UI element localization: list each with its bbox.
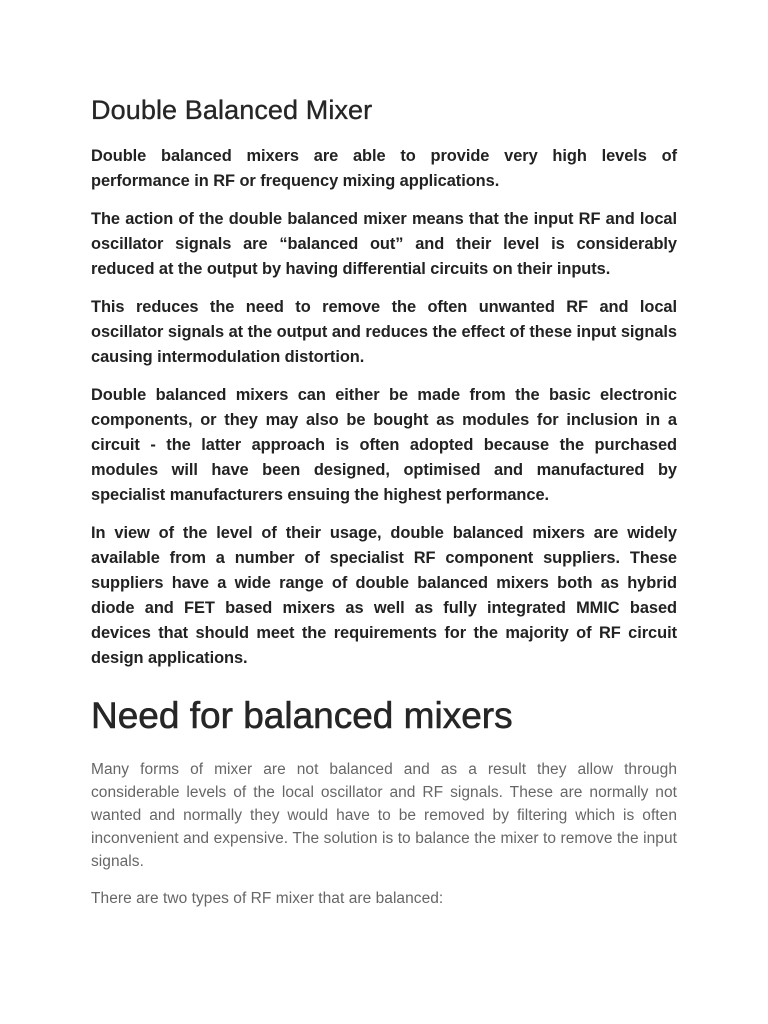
document-page	[91, 0, 677, 910]
paragraph-action: The action of the double balanced mixer means that the input RF and local oscillator signals are “balanced out” and their level is considerably reduced at the output by having differential circuits on their inputs.	[91, 210, 677, 278]
paragraph-modules: Double balanced mixers can either be made from the basic electronic components, or they may also be bought as modules for inclusion in a circuit - the latter approach is often adopted because the purchased modules will have been designed, optimised and manufactured by specialist manufacturers ensuing the highest performance.	[91, 386, 677, 504]
section-heading: Double Balanced Mixer	[91, 95, 373, 125]
paragraph-two-types: There are two types of RF mixer that are balanced:	[91, 890, 444, 907]
need-heading: Need for balanced mixers	[91, 695, 513, 736]
paragraph-availability: In view of the level of their usage, double balanced mixers are widely available from a number of specialist RF component suppliers. These suppliers have a wide range of double balanced mixers both as hybrid diode and FET based mixers as well as fully integrated MMIC based devices that should meet the requirements for the majority of RF circuit design applications.	[91, 524, 677, 667]
paragraph-reduces-need: This reduces the need to remove the often unwanted RF and local oscillator signals at the output and reduces the effect of these input signals causing intermodulation distortion.	[91, 298, 677, 366]
paragraph-intro: Double balanced mixers are able to provide very high levels of performance in RF or frequency mixing applications.	[91, 147, 677, 190]
paragraph-not-balanced: Many forms of mixer are not balanced and as a result they allow through considerable levels of the local oscillator and RF signals. These are normally not wanted and normally they would have to be removed by filtering which is often inconvenient and expensive. The solution is to balance the mixer to remove the input signals.	[91, 761, 677, 870]
